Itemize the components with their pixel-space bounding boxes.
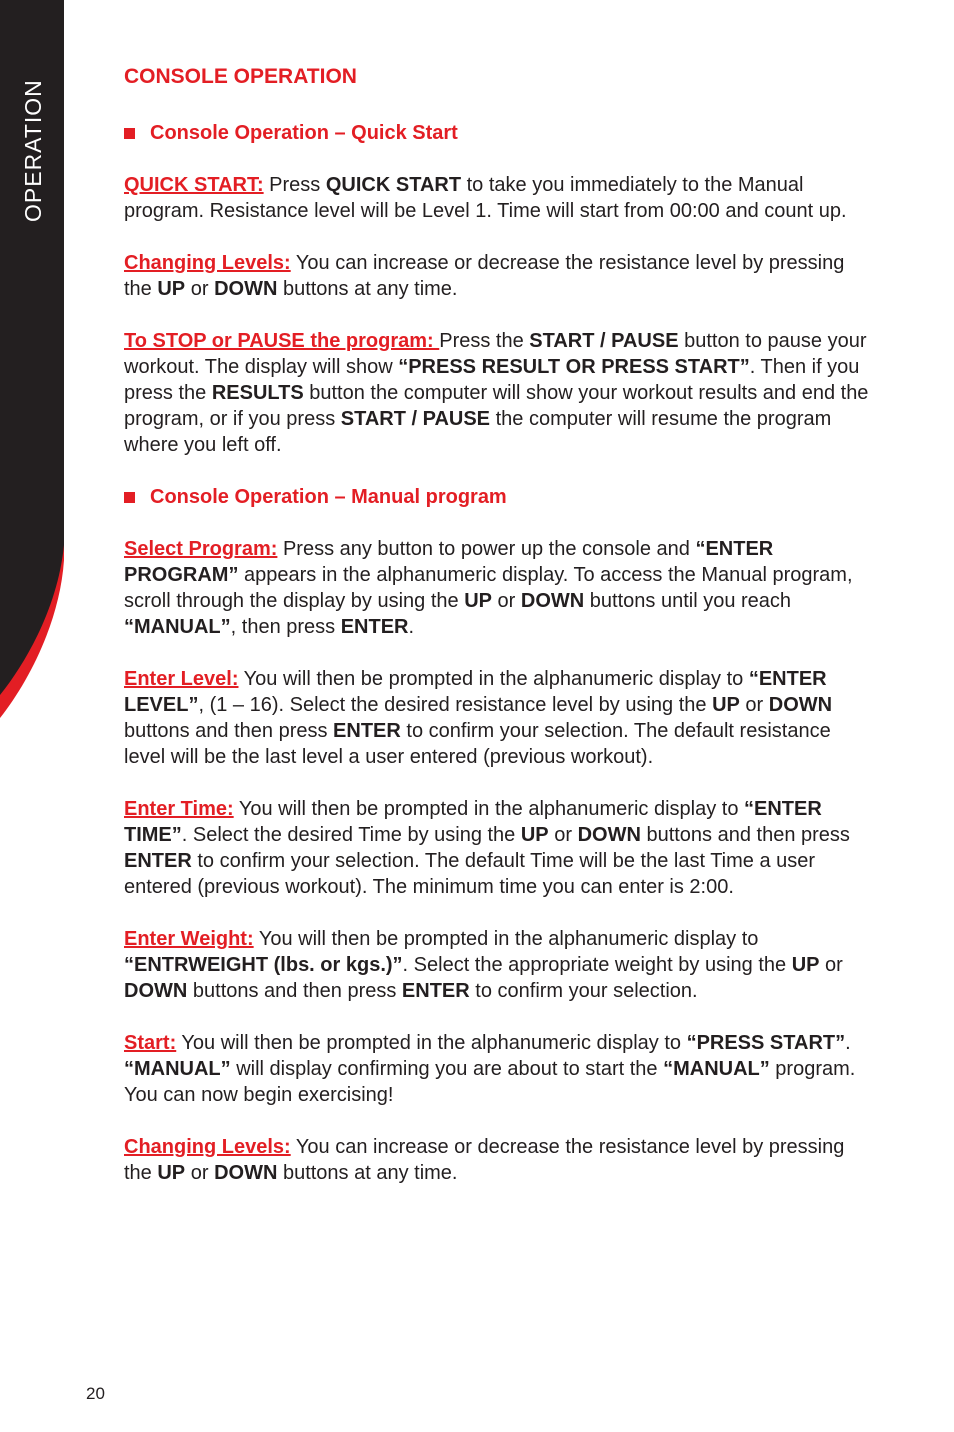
text: or [185, 1162, 215, 1184]
text: Press [263, 174, 326, 196]
text: button to pause your workout. The display will show [124, 330, 867, 378]
paragraph-lead: QUICK START: [124, 174, 264, 196]
text: buttons until you reach [584, 590, 792, 612]
text: buttons and then press [124, 720, 334, 742]
text: to confirm your selection. [469, 980, 698, 1002]
bold-text: DOWN [768, 694, 833, 716]
text: buttons at any time. [277, 1162, 458, 1184]
text: . Select the desired Time by using the [181, 824, 521, 846]
text: You will then be prompted in the alphanumeric display to [238, 668, 749, 690]
paragraph-enter-time [124, 796, 869, 900]
square-bullet-icon [124, 492, 135, 503]
bold-text: ENTER [124, 850, 192, 872]
bold-text: UP [791, 954, 820, 976]
bold-text: “ENTRWEIGHT (lbs. or kgs.)” [124, 954, 403, 976]
text: . [845, 1032, 851, 1054]
bold-text: “ENTER PROGRAM” [124, 538, 774, 586]
bold-text: DOWN [577, 824, 641, 846]
bold-text: ENTER [333, 720, 401, 742]
bold-text: “MANUAL” [124, 1058, 231, 1080]
text: You can increase or decrease the resistance level by pressing the [124, 1136, 845, 1184]
page-content [124, 60, 869, 1212]
bold-text: UP [464, 590, 492, 612]
bold-text: UP [157, 278, 186, 300]
text: button the computer will show your workout results and end the program, or if you press [124, 382, 869, 430]
text: appears in the alphanumeric display. To access the Manual program, scroll through the display by using the [124, 564, 853, 612]
text: to confirm your selection. The default resistance level will be the last level a user entered (previous workout). [124, 720, 831, 768]
bold-text: “MANUAL” [663, 1058, 770, 1080]
text: buttons and then press [640, 824, 850, 846]
text: You will then be prompted in the alphanumeric display to [233, 798, 744, 820]
side-tab-label [18, 192, 38, 222]
text: buttons at any time. [277, 278, 458, 300]
text: to confirm your selection. The default Time will be the last Time a user entered (previous workout). The minimum time you can enter is 2:00. [124, 850, 816, 898]
paragraph-changing-levels-2 [124, 1134, 869, 1186]
paragraph-stop-pause [124, 328, 869, 458]
section-heading-quick-start [124, 120, 869, 146]
bold-text: START / PAUSE [340, 408, 491, 430]
text: or [739, 694, 769, 716]
text: buttons and then press [187, 980, 402, 1002]
bold-text: RESULTS [211, 382, 304, 404]
side-tab [0, 0, 64, 720]
paragraph-lead: Changing Levels: [124, 1136, 291, 1158]
bold-text: “MANUAL” [124, 616, 231, 638]
bold-text: UP [157, 1162, 186, 1184]
text: . [408, 616, 415, 638]
text: Press any button to power up the console and [277, 538, 696, 560]
text: to take you immediately to the Manual program. Resistance level will be Level 1. Time will start from 00:00 and count up. [124, 174, 847, 222]
bold-text: “ENTER LEVEL” [124, 668, 827, 716]
text: program. You can now begin exercising! [124, 1058, 856, 1106]
page-title: CONSOLE OPERATION [124, 65, 357, 88]
text: will display confirming you are about to start the [230, 1058, 664, 1080]
paragraph-changing-levels [124, 250, 869, 302]
bold-text: DOWN [124, 980, 188, 1002]
paragraph-enter-level [124, 666, 869, 770]
text: You will then be prompted in the alphanumeric display to [253, 928, 759, 950]
text: You will then be prompted in the alphanumeric display to [176, 1032, 687, 1054]
text: , (1 – 16). Select the desired resistance level by using the [198, 694, 713, 716]
text: or [185, 278, 215, 300]
bold-text: START / PAUSE [529, 330, 679, 352]
bold-text: UP [520, 824, 549, 846]
paragraph-lead: Enter Time: [124, 798, 234, 820]
paragraph-start [124, 1030, 869, 1108]
paragraph-lead: Start: [124, 1032, 177, 1054]
text: . Select the appropriate weight by using the [402, 954, 792, 976]
square-bullet-icon [124, 128, 135, 139]
bold-text: ENTER [401, 980, 470, 1002]
text: or [548, 824, 578, 846]
paragraph-select-program [124, 536, 869, 640]
bold-text: ENTER [340, 616, 409, 638]
text: or [819, 954, 843, 976]
text: , then press [230, 616, 341, 638]
text: the computer will resume the program where you left off. [124, 408, 832, 456]
bold-text: “ENTER TIME” [124, 798, 822, 846]
bold-text: UP [712, 694, 740, 716]
paragraph-quick-start [124, 172, 869, 224]
paragraph-lead: Enter Level: [124, 668, 239, 690]
text: You can increase or decrease the resistance level by pressing the [124, 252, 845, 300]
bold-text: DOWN [214, 278, 278, 300]
bold-text: “PRESS START” [686, 1032, 846, 1054]
bold-text: DOWN [520, 590, 585, 612]
page-number: 20 [86, 1384, 105, 1403]
paragraph-lead: Select Program: [124, 538, 278, 560]
paragraph-lead: Enter Weight: [124, 928, 254, 950]
text: . Then if you press the [124, 356, 860, 404]
paragraph-enter-weight [124, 926, 869, 1004]
section-heading-manual-program [124, 484, 869, 510]
paragraph-lead: To STOP or PAUSE the program: [124, 330, 440, 352]
text: or [492, 590, 521, 612]
bold-text: DOWN [214, 1162, 278, 1184]
bold-text: “PRESS RESULT OR PRESS START” [398, 356, 750, 378]
bold-text: QUICK START [325, 174, 462, 196]
section-heading-text: Console Operation – Quick Start [150, 122, 458, 144]
text: Press the [439, 330, 530, 352]
paragraph-lead: Changing Levels: [124, 252, 291, 274]
section-heading-text: Console Operation – Manual program [150, 486, 507, 508]
